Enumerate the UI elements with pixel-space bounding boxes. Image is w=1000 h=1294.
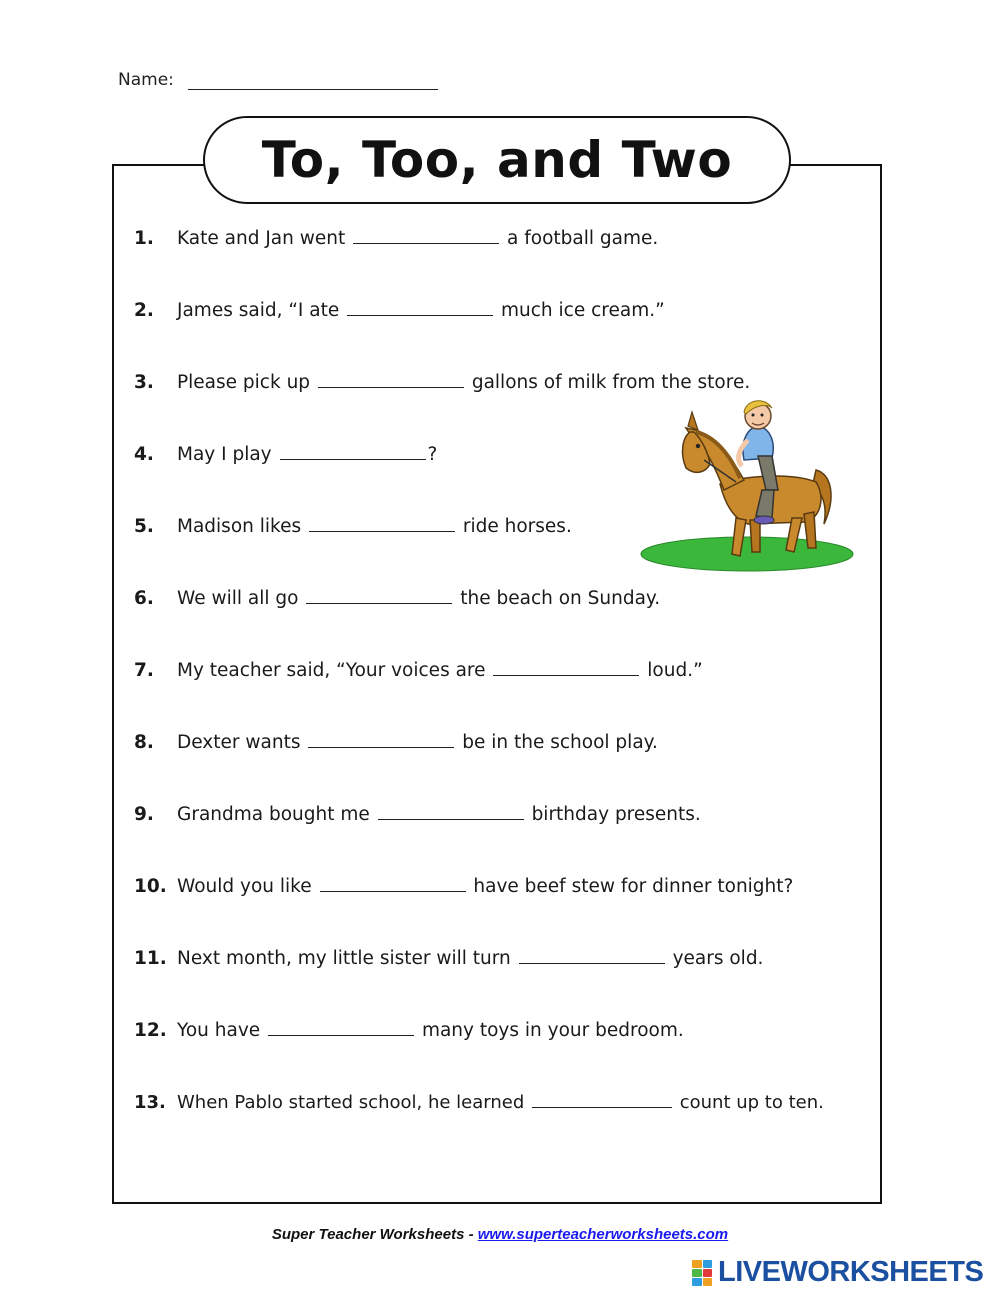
question-item: 2. James said, “I ate much ice cream.” bbox=[134, 300, 665, 321]
answer-blank[interactable] bbox=[320, 877, 466, 892]
question-item: 5. Madison likes ride horses. bbox=[134, 516, 572, 537]
watermark-text: LIVEWORKSHEETS bbox=[718, 1256, 984, 1288]
page-title: To, Too, and Two bbox=[261, 131, 733, 189]
answer-blank[interactable] bbox=[280, 445, 426, 460]
question-item: 10. Would you like have beef stew for dinner tonight? bbox=[134, 876, 794, 897]
question-item: 12. You have many toys in your bedroom. bbox=[134, 1020, 684, 1041]
answer-blank[interactable] bbox=[378, 805, 524, 820]
question-item: 13. When Pablo started school, he learned count up to ten. bbox=[134, 1092, 824, 1113]
title-banner bbox=[203, 116, 791, 204]
question-item: 3. Please pick up gallons of milk from the store. bbox=[134, 372, 751, 393]
footer bbox=[0, 1226, 1000, 1243]
footer-brand: Super Teacher Worksheets bbox=[271, 1226, 465, 1243]
question-item: 1. Kate and Jan went a football game. bbox=[134, 228, 659, 249]
liveworksheets-logo-icon bbox=[692, 1260, 712, 1286]
name-field[interactable] bbox=[188, 89, 438, 90]
question-item: 6. We will all go the beach on Sunday. bbox=[134, 588, 661, 609]
answer-blank[interactable] bbox=[532, 1093, 672, 1108]
question-item: 7. My teacher said, “Your voices are loud.” bbox=[134, 660, 703, 681]
answer-blank[interactable] bbox=[268, 1021, 414, 1036]
answer-blank[interactable] bbox=[519, 949, 665, 964]
footer-link[interactable]: www.superteacherworksheets.com bbox=[477, 1226, 729, 1243]
answer-blank[interactable] bbox=[306, 589, 452, 604]
question-item: 4. May I play ? bbox=[134, 444, 438, 465]
liveworksheets-watermark bbox=[692, 1256, 983, 1289]
question-item: 8. Dexter wants be in the school play. bbox=[134, 732, 658, 753]
question-item: 9. Grandma bought me birthday presents. bbox=[134, 804, 701, 825]
answer-blank[interactable] bbox=[308, 733, 454, 748]
answer-blank[interactable] bbox=[493, 661, 639, 676]
answer-blank[interactable] bbox=[318, 373, 464, 388]
answer-blank[interactable] bbox=[353, 229, 499, 244]
question-item: 11. Next month, my little sister will turn years old. bbox=[134, 948, 764, 969]
boy-riding-horse-icon bbox=[640, 398, 860, 574]
footer-separator: - bbox=[468, 1226, 474, 1243]
answer-blank[interactable] bbox=[347, 301, 493, 316]
answer-blank[interactable] bbox=[309, 517, 455, 532]
name-label: Name: bbox=[118, 70, 174, 90]
